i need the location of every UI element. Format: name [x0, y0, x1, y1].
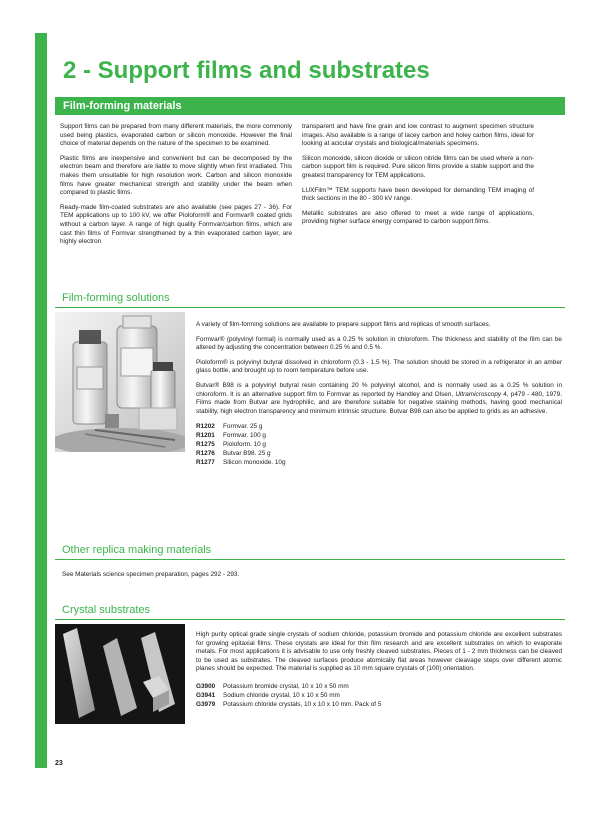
product-row	[196, 691, 381, 700]
page-number: 23	[55, 760, 63, 767]
product-description: Formvar. 100 g	[223, 432, 266, 440]
product-code: G3979	[196, 700, 216, 708]
crystal-substrates-heading: Crystal substrates	[55, 604, 565, 620]
body-paragraph: Formvar® (polyvinyl formal) is normally used as a 0.25 % solution in chloroform. The thickness and stability of the film can be altered by adjusting the concentration between 0.25 % and 0.5 %.	[196, 335, 562, 352]
crystal-substrates-photo	[55, 624, 185, 724]
product-description: Potassium chloride crystals, 10 x 10 x 10 mm. Pack of 5	[223, 700, 382, 708]
body-paragraph: High purity optical grade single crystals of sodium chloride, potassium bromide and potassium chloride are excellent substrates for growing epitaxial films. These crystals are ideal for thin film research and are excellent substrates on which to evaporate metals. For most applications it is advisable to use only freshly cleaved substrates. Pieces of 1 - 2 mm thickness can be cleaved to be used as substrates. The cleaved surfaces produce atomically flat areas however cleavage steps over different atomic planes should be expected. The material is supplied as 10 mm square crystals of (100) orientation.	[196, 631, 562, 673]
body-paragraph: A variety of film-forming solutions are available to prepare support films and replicas of smooth surfaces.	[196, 321, 491, 328]
product-description: Sodium chloride crystal, 10 x 10 x 50 mm	[223, 691, 340, 699]
product-row	[196, 440, 286, 449]
butvar-paragraph: Butvar® B98 is a polyvinyl butyral resin containing 20 % polyvinyl alcohol, and is normally used as a 0.25 % solution in chloroform. It is an alternative support film to Formvar as reported by Handley and Olsen, Ultramicroscopy 4, p479 - 480, 1979. Films made from Butvar are hydrophilic, and are therefore suitable for negative staining methods, having good mechanical stability, high electron transparency and minimum intrinsic structure. Butvar B98 can also be applied to grids as an adhesive.	[196, 381, 563, 415]
crystal-substrates-text	[196, 631, 562, 709]
product-row	[196, 700, 381, 709]
product-row	[196, 422, 286, 431]
film-forming-solutions-heading: Film-forming solutions	[55, 292, 565, 308]
body-paragraph: Pioloform® is polyvinyl butyral dissolved in chloroform (0.3 - 1.5 %). The solution should be stored in a refrigerator in an amber glass bottle, and brought up to room temperature before use.	[196, 358, 562, 375]
film-forming-solutions-product-list	[196, 422, 286, 467]
body-paragraph: LUXFilm™ TEM supports have been developed for demanding TEM imaging of thick sections in the 80 - 300 kV range.	[302, 186, 534, 203]
product-row	[196, 682, 381, 691]
product-description: Formvar. 25 g	[223, 423, 263, 431]
film-forming-materials-left-column	[60, 123, 292, 253]
other-replica-heading: Other replica making materials	[55, 544, 565, 560]
page-accent-bar	[35, 33, 47, 768]
crystal-substrates-product-list	[196, 682, 381, 709]
body-paragraph: Ready-made film-coated substrates are also available (see pages 27 - 36). For TEM applications up to 100 kV, we offer Pioloform® and Formvar® coated grids without a carbon layer. A range of high quality Formvar/carbon films, which are cast thin films of Formvar strengthened by a thin evaporated carbon layer, are highly electron	[60, 203, 292, 246]
product-description: Pioloform. 10 g	[223, 441, 266, 449]
solutions-bottles-photo	[55, 312, 185, 452]
product-row	[196, 431, 286, 440]
journal-title: Ultramicroscopy	[455, 390, 502, 398]
product-code: R1275	[196, 441, 215, 449]
product-description: Silicon monoxide. 10g	[223, 459, 286, 467]
product-description: Butvar B98. 25 g	[223, 450, 271, 458]
body-paragraph: Silicon monoxide, silicon dioxide or silicon nitride films can be used where a non-carbon support film is required. Pure silicon films provide a stable support and the greatest transparency for TEM applications.	[302, 154, 534, 179]
film-forming-solutions-text	[196, 321, 562, 467]
page-title: 2 - Support films and substrates	[63, 57, 430, 84]
product-row	[196, 449, 286, 458]
product-code: G3900	[196, 682, 216, 690]
body-paragraph: transparent and have fine grain and low contrast to augment specimen structure images. Also available is a range of lacey carbon and holey carbon films, ideal for looking at acicular crystals and biological/materials specimens.	[302, 123, 534, 148]
product-row	[196, 458, 286, 467]
body-paragraph: Support films can be prepared from many different materials, the more commonly used being plastics, evaporated carbon or silicon monoxide. However the final choice of material depends on the nature of the specimen to be examined.	[60, 123, 292, 148]
product-description: Potassium bromide crystal, 10 x 10 x 50 mm	[223, 682, 349, 690]
body-paragraph: Metallic substrates are also offered to meet a wide range of applications, providing higher surface energy compared to carbon support films.	[302, 209, 534, 226]
film-forming-materials-right-column	[302, 123, 534, 233]
product-code: R1201	[196, 432, 215, 440]
product-code: R1276	[196, 450, 215, 458]
product-code: R1277	[196, 459, 215, 467]
body-paragraph: Plastic films are inexpensive and convenient but can be decomposed by the electron beam and therefore are liable to move slightly when first irradiated. This makes them unsuitable for high resolution work. Carbon and silicon monoxide films have greater mechanical strength and stability under the beam when compared to plastic films.	[60, 154, 292, 197]
other-replica-text: See Materials science specimen preparation, pages 292 - 293.	[62, 571, 240, 578]
product-code: R1202	[196, 423, 215, 431]
film-forming-materials-heading: Film-forming materials	[55, 97, 565, 115]
product-code: G3941	[196, 691, 216, 699]
